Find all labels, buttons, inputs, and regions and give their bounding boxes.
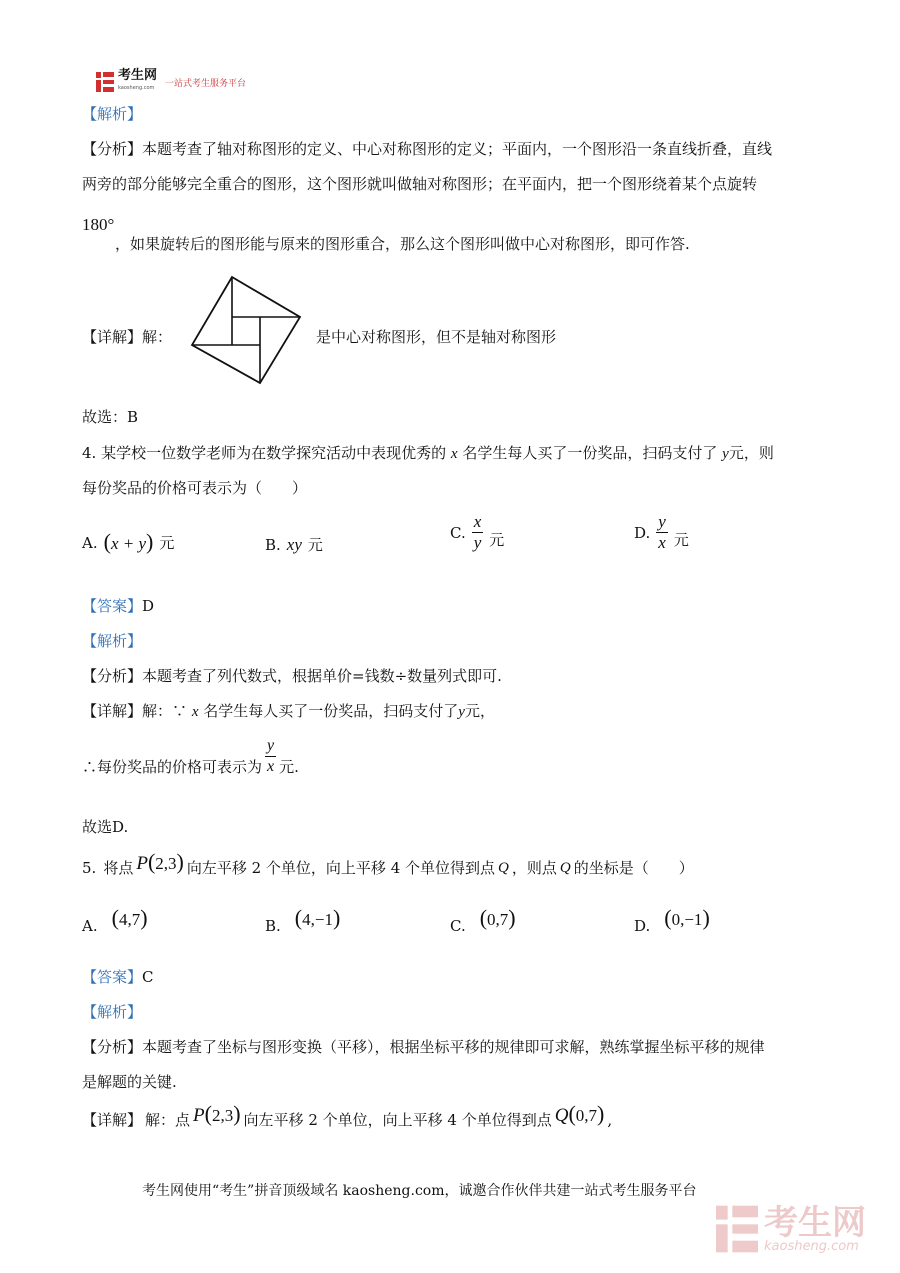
q4-xiangjie-var-x: x bbox=[191, 704, 199, 720]
q4-number: 4. bbox=[82, 444, 97, 462]
q5-xiangjie-q: Q bbox=[554, 1105, 569, 1126]
pinwheel-figure bbox=[188, 273, 304, 387]
q5-stem-a: 将点 bbox=[103, 859, 134, 877]
q4-therefore: ∴每份奖品的价格可表示为 bbox=[82, 758, 263, 776]
q5-xiangjie-coords-q: 0,7 bbox=[575, 1106, 598, 1125]
q4-guxuan bbox=[82, 817, 128, 837]
q5-option-b-coords: 4,−1 bbox=[302, 910, 333, 929]
q3-xiangjie-conclusion: 是中心对称图形，但不是轴对称图形 bbox=[316, 328, 557, 346]
q5-option-b: B. (4,−1) bbox=[265, 905, 341, 935]
q5-coords-p: 2,3 bbox=[155, 854, 177, 873]
q5-point-q2: Q bbox=[559, 860, 571, 876]
logo-tagline: 一站式考生服务平台 bbox=[165, 78, 247, 89]
q4-xiangjie bbox=[82, 701, 495, 722]
q3-angle: 180° bbox=[82, 215, 115, 234]
q5-answer-value: C bbox=[142, 968, 154, 986]
q4-xiangjie-c: 元， bbox=[464, 702, 495, 720]
q4-option-d bbox=[634, 512, 689, 553]
q5-option-c: C. (0,7) bbox=[450, 905, 516, 935]
q4-xiangjie-a: 解：∵ bbox=[142, 702, 188, 720]
q5-point-q: Q bbox=[498, 860, 509, 876]
q5-point-p: P bbox=[136, 853, 148, 874]
q3-jiexi-heading: 【解析】 bbox=[82, 105, 143, 123]
q4-therefore-frac bbox=[265, 736, 276, 777]
q4-option-c-unit: 元 bbox=[489, 530, 505, 549]
q4-option-d-den: x bbox=[658, 533, 666, 552]
q3-fenxi-label: 【分析】 bbox=[82, 140, 143, 158]
q5-fenxi-line2: 是解题的关键. bbox=[82, 1073, 177, 1091]
q5-xiangjie-coords-p: 2,3 bbox=[211, 1106, 234, 1125]
q4-guxuan-answer: D. bbox=[112, 818, 129, 836]
q3-guxuan: 故选：B bbox=[82, 408, 139, 426]
q5-xiangjie: 【详解】 解：点 P(2,3) 向左平移 2 个单位，向上平移 4 个单位得到点 Q(0,7) , bbox=[82, 1101, 613, 1129]
q4-var-x: x bbox=[450, 446, 458, 462]
q4-xiangjie-b: 名学生每人买了一份奖品，扫码支付了 bbox=[203, 702, 459, 720]
q3-fenxi-text1: 本题考查了轴对称图形的定义、中心对称图形的定义；平面内，一个图形沿一条直线折叠，直线 bbox=[142, 140, 773, 158]
q5-fenxi-label: 【分析】 bbox=[82, 1038, 143, 1056]
q4-stem-line2: 每份奖品的价格可表示为（ ） bbox=[82, 479, 308, 497]
q3-xiangjie-label: 【详解】 bbox=[82, 328, 143, 346]
watermark bbox=[716, 1204, 866, 1254]
q4-option-a-expr: x + y bbox=[110, 534, 146, 553]
q4-fenxi-label: 【分析】 bbox=[82, 667, 143, 685]
q3-xiangjie-prefix: 解： bbox=[142, 328, 173, 346]
q3-fenxi-line3: ，如果旋转后的图形能与原来的图形重合，那么这个图形叫做中心对称图形，即可作答. bbox=[115, 235, 690, 253]
q5-option-a: A. (4,7) bbox=[82, 905, 148, 935]
q4-therefore-num: y bbox=[265, 736, 276, 757]
q4-option-d-unit: 元 bbox=[673, 530, 689, 549]
q5-option-c-coords: 0,7 bbox=[487, 910, 509, 929]
q5-answer-label: 【答案】 bbox=[82, 968, 143, 986]
q3-fenxi-line2: 两旁的部分能够完全重合的图形，这个图形就叫做轴对称图形；在平面内，把一个图形绕着某个点旋转 bbox=[82, 175, 758, 193]
q4-option-c-letter: C. bbox=[450, 523, 466, 542]
q4-option-d-letter: D. bbox=[634, 523, 651, 542]
q5-option-c-letter: C. bbox=[450, 917, 466, 935]
q4-xiangjie-var-y: y bbox=[458, 704, 465, 720]
q5-stem: 5. 将点 P(2,3) 向左平移 2 个单位，向上平移 4 个单位得到点 Q ，则点 Q 的坐标是（ ） bbox=[82, 849, 694, 877]
q4-answer bbox=[82, 596, 154, 616]
header-logo bbox=[96, 70, 246, 94]
q5-stem-b: 向左平移 2 个单位，向上平移 4 个单位得到点 bbox=[186, 859, 496, 877]
q4-therefore-line bbox=[82, 735, 299, 777]
q5-option-a-letter: A. bbox=[82, 917, 98, 935]
q4-fenxi bbox=[82, 666, 502, 686]
q4-option-b-letter: B. bbox=[265, 536, 281, 554]
q4-answer-value: D bbox=[142, 597, 155, 615]
q4-option-b bbox=[265, 535, 323, 555]
q4-stem-a: 某学校一位数学老师为在数学探究活动中表现优秀的 bbox=[101, 444, 447, 462]
q5-jiexi-heading: 【解析】 bbox=[82, 1003, 143, 1021]
q5-option-d-coords: 0,−1 bbox=[671, 910, 703, 929]
q5-fenxi-line1 bbox=[82, 1037, 765, 1057]
q4-option-c-frac bbox=[472, 512, 484, 553]
q5-option-b-letter: B. bbox=[265, 917, 281, 935]
q4-therefore-end: 元. bbox=[279, 758, 299, 776]
logo-brand: 考生网 bbox=[118, 68, 158, 83]
q4-option-a: A. (x + y) 元 bbox=[82, 529, 175, 554]
q4-option-a-letter: A. bbox=[82, 534, 98, 552]
q4-var-y: y bbox=[722, 446, 729, 462]
q4-stem-c: 元，则 bbox=[728, 444, 774, 462]
q4-answer-label: 【答案】 bbox=[82, 597, 143, 615]
q4-guxuan-label: 故选 bbox=[82, 818, 113, 836]
kaosheng-logo-icon bbox=[96, 72, 114, 92]
q5-option-d-letter: D. bbox=[634, 917, 651, 935]
page-footer: 考生网使用“考生”拼音顶级域名 kaosheng.com，诚邀合作伙伴共建一站式考生服务平台 bbox=[142, 1183, 697, 1199]
q4-option-d-num: y bbox=[658, 512, 666, 531]
watermark-brand: 考生网 bbox=[764, 1202, 866, 1243]
q4-stem-line1 bbox=[82, 443, 774, 464]
q5-stem-c: ，则点 bbox=[511, 859, 557, 877]
q5-xiangjie-end: , bbox=[607, 1111, 613, 1129]
q4-therefore-den: x bbox=[267, 757, 275, 775]
q5-xiangjie-p: P bbox=[193, 1105, 205, 1126]
watermark-logo-icon bbox=[716, 1204, 758, 1254]
q4-option-a-unit: 元 bbox=[159, 534, 175, 552]
q4-option-c bbox=[450, 512, 504, 553]
q5-option-d: D. (0,−1) bbox=[634, 905, 710, 935]
q4-option-b-expr: xy bbox=[286, 535, 302, 554]
q4-xiangjie-label: 【详解】 bbox=[82, 702, 143, 720]
q5-xiangjie-label: 【详解】 bbox=[82, 1111, 143, 1129]
q5-answer bbox=[82, 967, 154, 987]
q5-number: 5. bbox=[82, 859, 97, 877]
logo-brand-sub: kaosheng.com bbox=[118, 85, 155, 91]
q5-option-a-coords: 4,7 bbox=[118, 910, 141, 929]
q5-xiangjie-a: 解：点 bbox=[145, 1111, 191, 1129]
q4-option-c-den: y bbox=[473, 533, 482, 552]
q5-fenxi-text1: 本题考查了坐标与图形变换（平移），根据坐标平移的规律即可求解，熟练掌握坐标平移的规律 bbox=[142, 1038, 765, 1056]
q4-option-d-frac bbox=[656, 512, 668, 553]
q4-option-b-unit: 元 bbox=[307, 536, 323, 554]
q4-option-c-num: x bbox=[473, 512, 482, 531]
q5-xiangjie-b: 向左平移 2 个单位，向上平移 4 个单位得到点 bbox=[243, 1111, 552, 1129]
q3-fenxi-line1 bbox=[82, 139, 772, 159]
q4-jiexi-heading: 【解析】 bbox=[82, 632, 143, 650]
q4-stem-b: 名学生每人买了一份奖品，扫码支付了 bbox=[462, 444, 718, 462]
q4-fenxi-text: 本题考查了列代数式，根据单价=钱数÷数量列式即可. bbox=[142, 667, 502, 685]
q5-stem-d: 的坐标是（ ） bbox=[573, 859, 694, 877]
watermark-sub: kaosheng.com bbox=[764, 1238, 859, 1254]
q3-xiangjie bbox=[82, 327, 172, 347]
